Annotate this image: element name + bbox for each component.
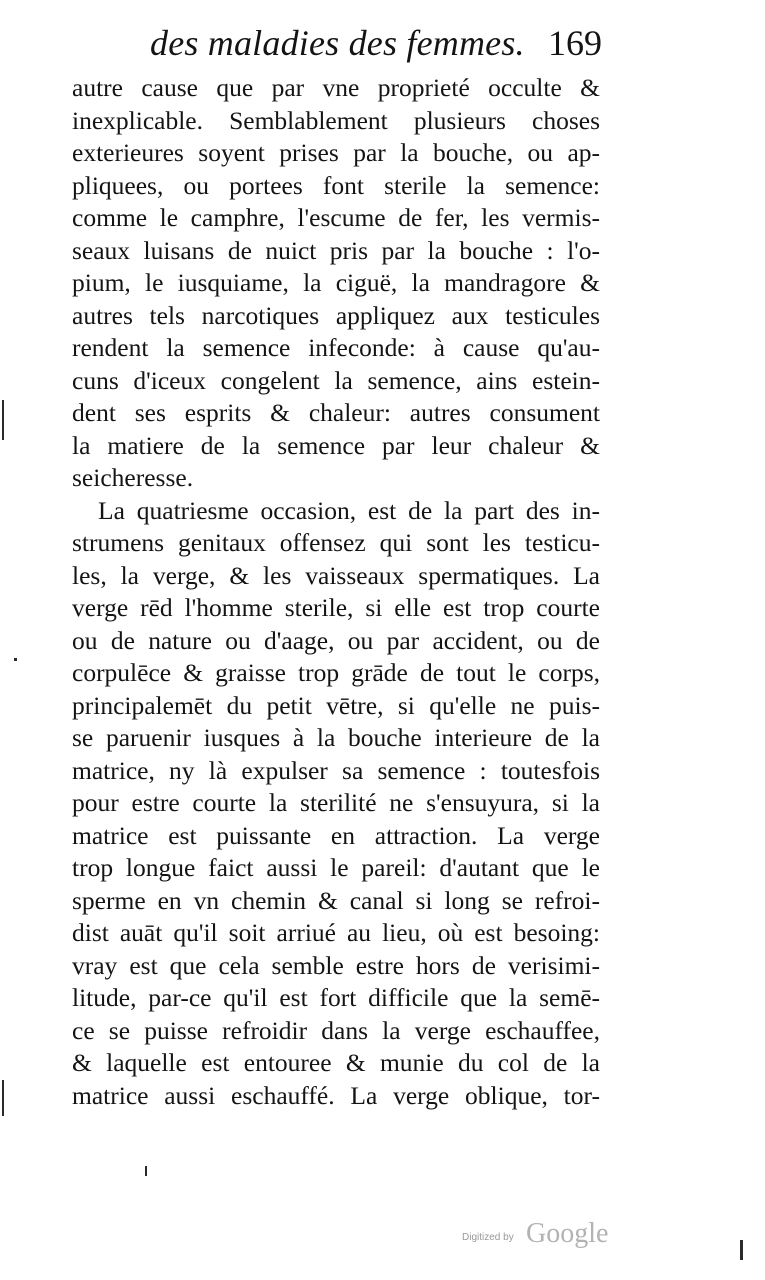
text-line: dist auāt qu'il soit arriué au lieu, où est besoing: bbox=[72, 918, 600, 947]
text-line: vray est que cela semble estre hors de verisimi- bbox=[72, 950, 600, 980]
text-line: dent ses esprits & chaleur: autres consument bbox=[72, 398, 600, 427]
google-logo: Google bbox=[526, 1218, 609, 1249]
text-line: ce se puisse refroidir dans la verge eschauffee, bbox=[72, 1015, 600, 1045]
text-line: pour estre courte la sterilité ne s'ensuyura, si la bbox=[72, 788, 600, 817]
watermark-prefix: Digitized by bbox=[462, 1232, 514, 1243]
scan-artifact bbox=[14, 658, 17, 661]
scan-artifact bbox=[2, 400, 4, 440]
running-head bbox=[150, 22, 610, 72]
running-title: des maladies des femmes. bbox=[150, 23, 525, 63]
text-line: matrice est puissante en attraction. La verge bbox=[72, 820, 600, 850]
text-line: principalemēt du petit vētre, si qu'elle ne puis- bbox=[72, 690, 600, 720]
text-line: se paruenir iusques à la bouche interieure de la bbox=[72, 723, 600, 752]
text-line: exterieures soyent prises par la bouche, ou ap- bbox=[72, 138, 600, 167]
text-line: inexplicable. Semblablement plusieurs choses bbox=[72, 105, 600, 135]
text-line: pium, le iusquiame, la ciguë, la mandragore & bbox=[72, 268, 600, 297]
text-line: La quatriesme occasion, est de la part des in- bbox=[98, 495, 600, 525]
body-text bbox=[72, 72, 600, 1112]
text-line: matrice, ny là expulser sa semence : toutesfois bbox=[72, 755, 600, 785]
scan-artifact bbox=[2, 1080, 4, 1116]
text-line: & laquelle est entouree & munie du col de la bbox=[72, 1048, 600, 1077]
text-line: autres tels narcotiques appliquez aux testicules bbox=[72, 300, 600, 330]
text-line: strumens genitaux offensez qui sont les testicu- bbox=[72, 528, 600, 557]
text-line: autre cause que par vne proprieté occulte & bbox=[72, 73, 600, 102]
text-line: matrice aussi eschauffé. La verge oblique, tor- bbox=[72, 1080, 600, 1110]
text-line: corpulēce & graisse trop grāde de tout le corps, bbox=[72, 658, 600, 687]
page-number: 169 bbox=[548, 23, 602, 63]
text-line: seaux luisans de nuict pris par la bouche : l'o- bbox=[72, 235, 600, 265]
text-line: pliquees, ou portees font sterile la semence: bbox=[72, 170, 600, 200]
scan-artifact bbox=[145, 1166, 147, 1176]
text-line: trop longue faict aussi le pareil: d'autant que le bbox=[72, 853, 600, 882]
text-line: verge rēd l'homme sterile, si elle est trop courte bbox=[72, 593, 600, 622]
text-line: sperme en vn chemin & canal si long se refroi- bbox=[72, 885, 600, 915]
text-line: seicheresse. bbox=[72, 463, 194, 492]
text-line: comme le camphre, l'escume de fer, les vermis- bbox=[72, 203, 600, 232]
text-line: ou de nature ou d'aage, ou par accident, ou de bbox=[72, 625, 600, 655]
text-line: les, la verge, & les vaisseaux spermatiques. La bbox=[72, 560, 600, 590]
scan-artifact bbox=[740, 1240, 743, 1260]
digitized-watermark bbox=[462, 1218, 632, 1258]
text-line: rendent la semence infeconde: à cause qu'au- bbox=[72, 333, 600, 362]
text-line: litude, par-ce qu'il est fort difficile que la semē- bbox=[72, 983, 600, 1012]
text-line: la matiere de la semence par leur chaleur & bbox=[72, 430, 600, 460]
text-line: cuns d'iceux congelent la semence, ains estein- bbox=[72, 365, 600, 395]
